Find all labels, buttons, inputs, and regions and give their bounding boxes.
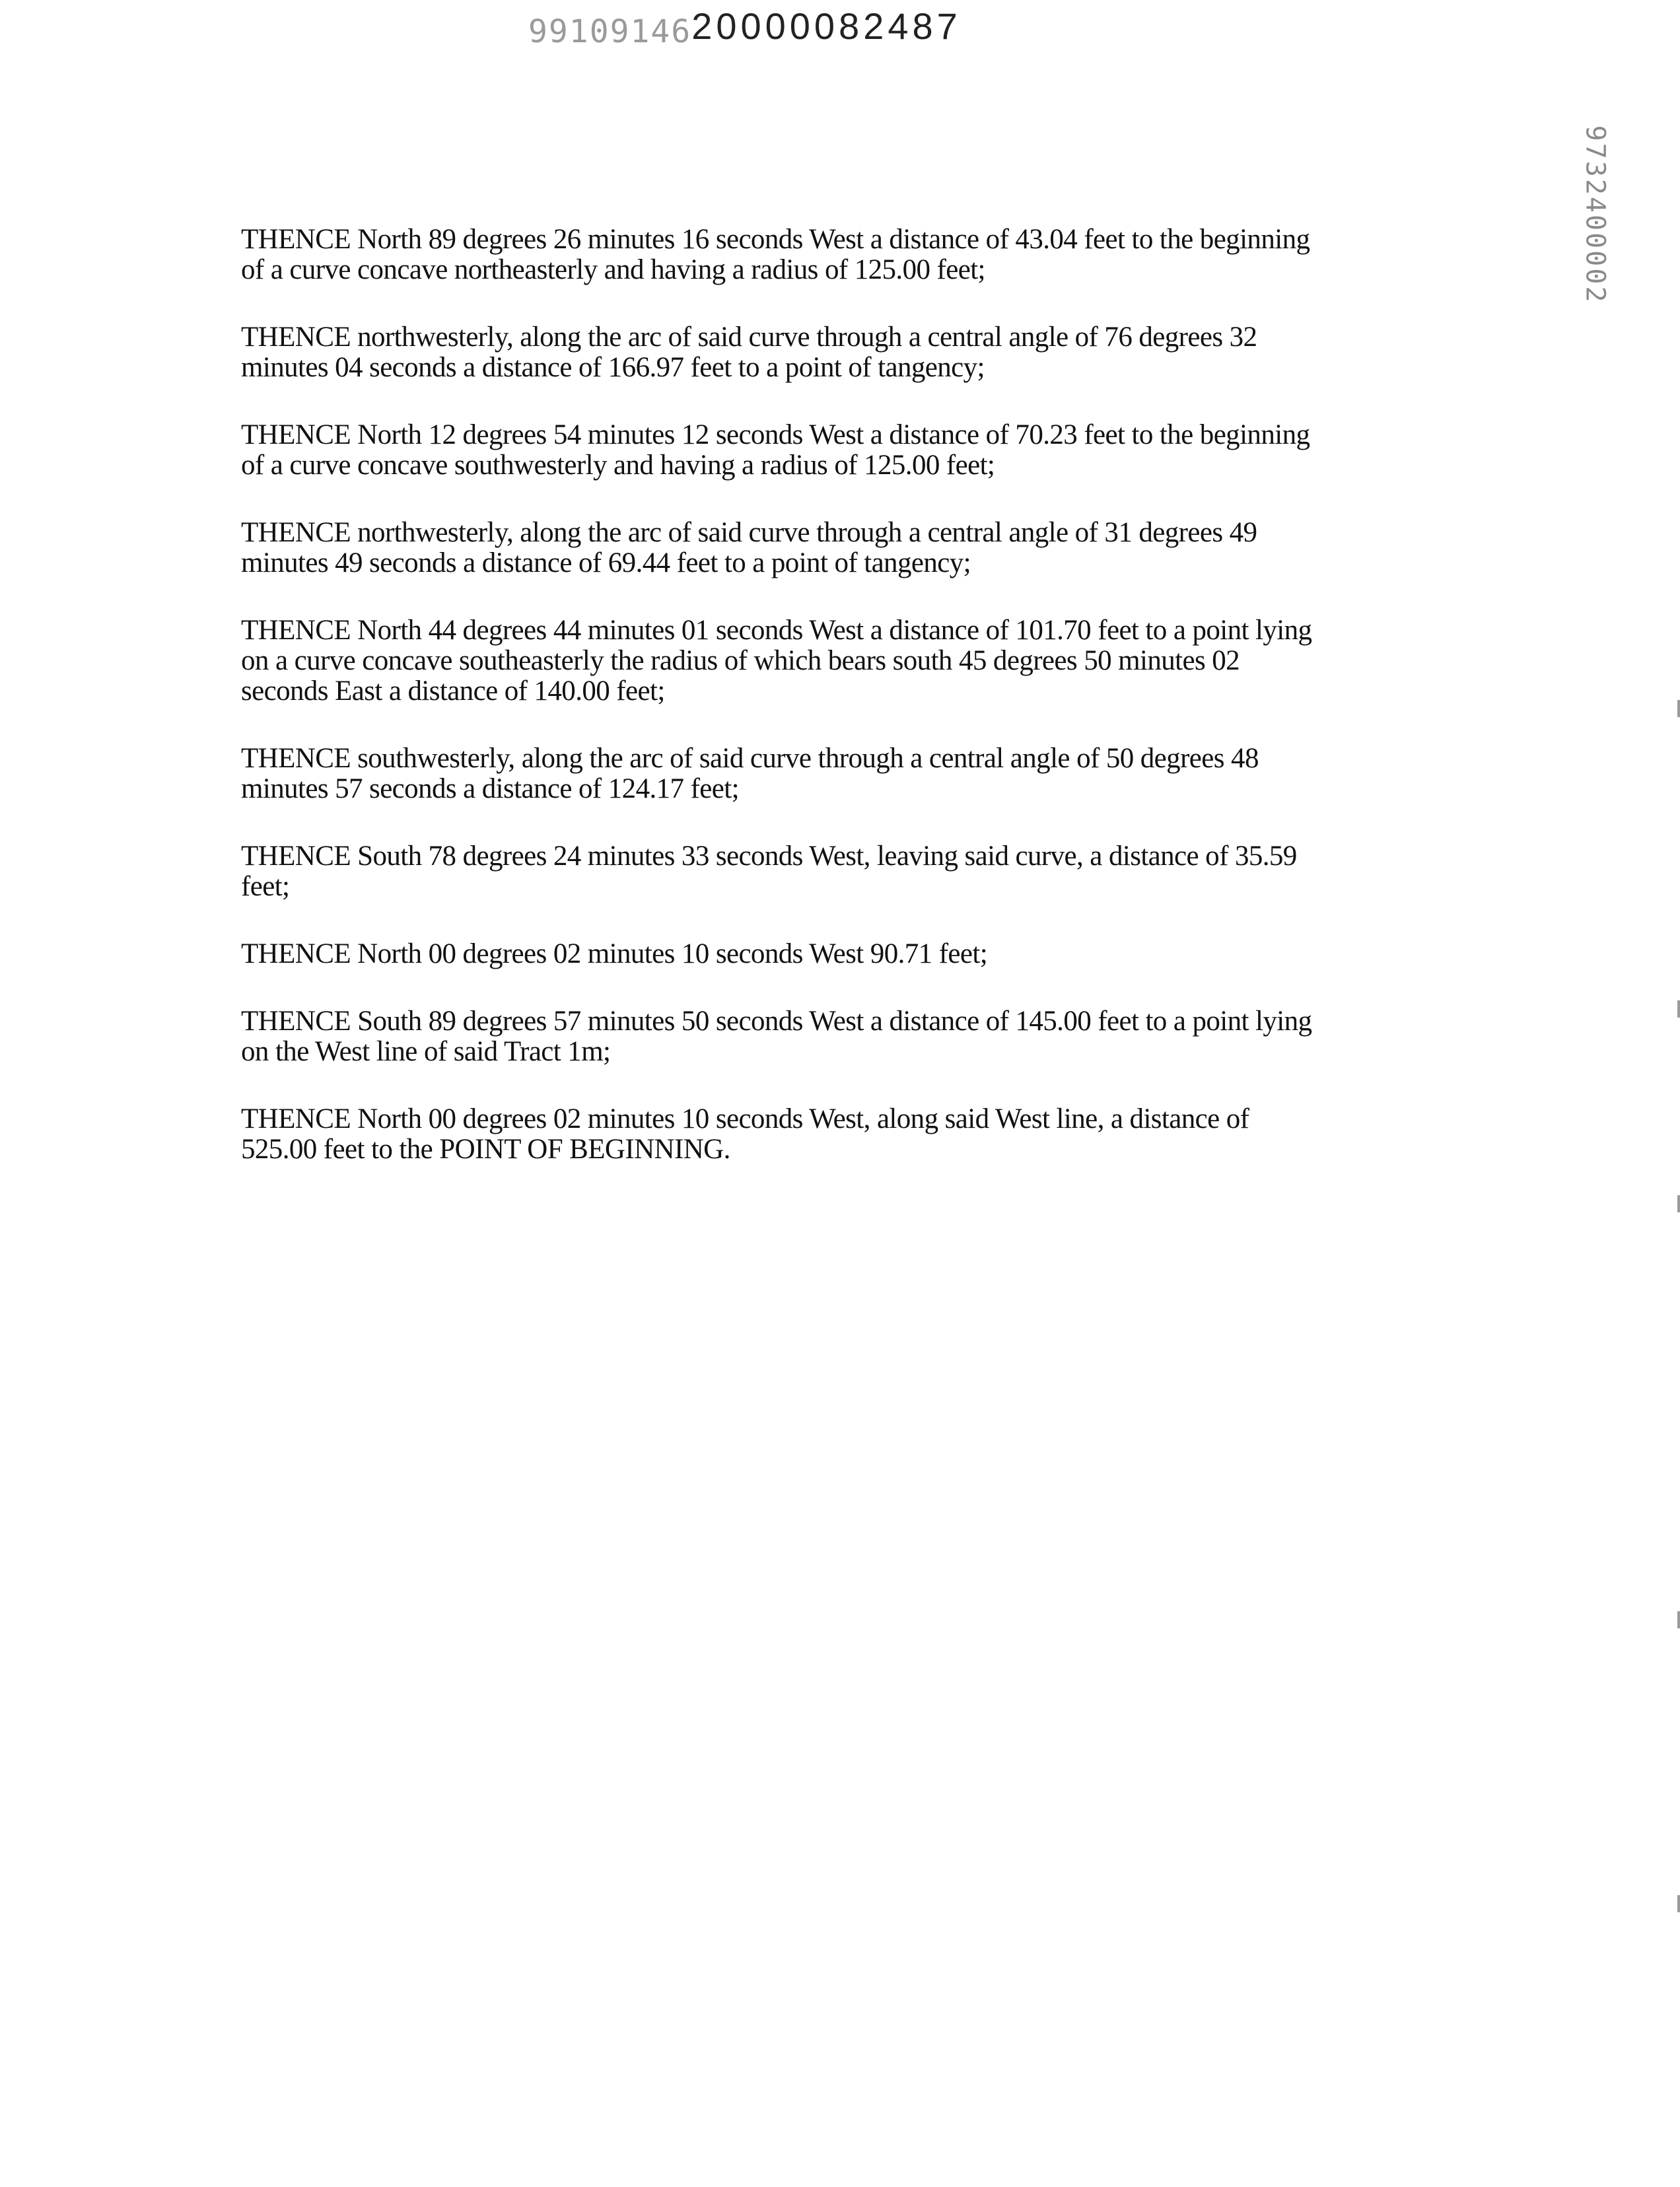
scan-edge-mark	[1677, 1895, 1680, 1912]
faint-stamp-number: 99109146	[528, 13, 692, 50]
scan-edge-mark	[1677, 1000, 1680, 1018]
course-paragraph-10: THENCE North 00 degrees 02 minutes 10 seconds West, along said West line, a distance of 525.00 feet to the POINT OF BEGINNING.	[241, 1103, 1249, 1165]
course-paragraph-3: THENCE North 12 degrees 54 minutes 12 seconds West a distance of 70.23 feet to the beginning of a curve concave southwesterly and having a radius of 125.00 feet;	[241, 419, 1310, 481]
scan-edge-mark	[1677, 700, 1680, 717]
scan-edge-mark	[1677, 1195, 1680, 1212]
course-paragraph-1: THENCE North 89 degrees 26 minutes 16 seconds West a distance of 43.04 feet to the beginning of a curve concave northeasterly and having a radius of 125.00 feet;	[241, 224, 1310, 285]
course-paragraph-9: THENCE South 89 degrees 57 minutes 50 seconds West a distance of 145.00 feet to a point lying on the West line of said Tract 1m;	[241, 1006, 1312, 1067]
margin-stamp	[1572, 106, 1618, 324]
scan-edge-mark	[1677, 1611, 1680, 1628]
margin-stamp-number: 9732400002	[1580, 125, 1611, 304]
course-paragraph-4: THENCE northwesterly, along the arc of said curve through a central angle of 31 degrees 49 minutes 49 seconds a distance of 69.44 feet to a point of tangency;	[241, 517, 1257, 578]
course-paragraph-6: THENCE southwesterly, along the arc of said curve through a central angle of 50 degrees 48 minutes 57 seconds a distance of 124.17 feet;	[241, 743, 1259, 804]
document-number-stamp	[528, 1, 962, 48]
course-paragraph-8: THENCE North 00 degrees 02 minutes 10 seconds West 90.71 feet;	[241, 938, 988, 969]
legal-description	[241, 225, 1450, 1202]
recording-number: 20000082487	[691, 5, 962, 47]
course-paragraph-7: THENCE South 78 degrees 24 minutes 33 seconds West, leaving said curve, a distance of 35.59 feet;	[241, 841, 1297, 902]
course-paragraph-2: THENCE northwesterly, along the arc of said curve through a central angle of 76 degrees 32 minutes 04 seconds a distance of 166.97 feet to a point of tangency;	[241, 322, 1257, 383]
course-paragraph-5: THENCE North 44 degrees 44 minutes 01 seconds West a distance of 101.70 feet to a point lying on a curve concave southeasterly the radius of which bears south 45 degrees 50 minutes 02 seconds East a distance of 140.00 feet;	[241, 615, 1312, 707]
